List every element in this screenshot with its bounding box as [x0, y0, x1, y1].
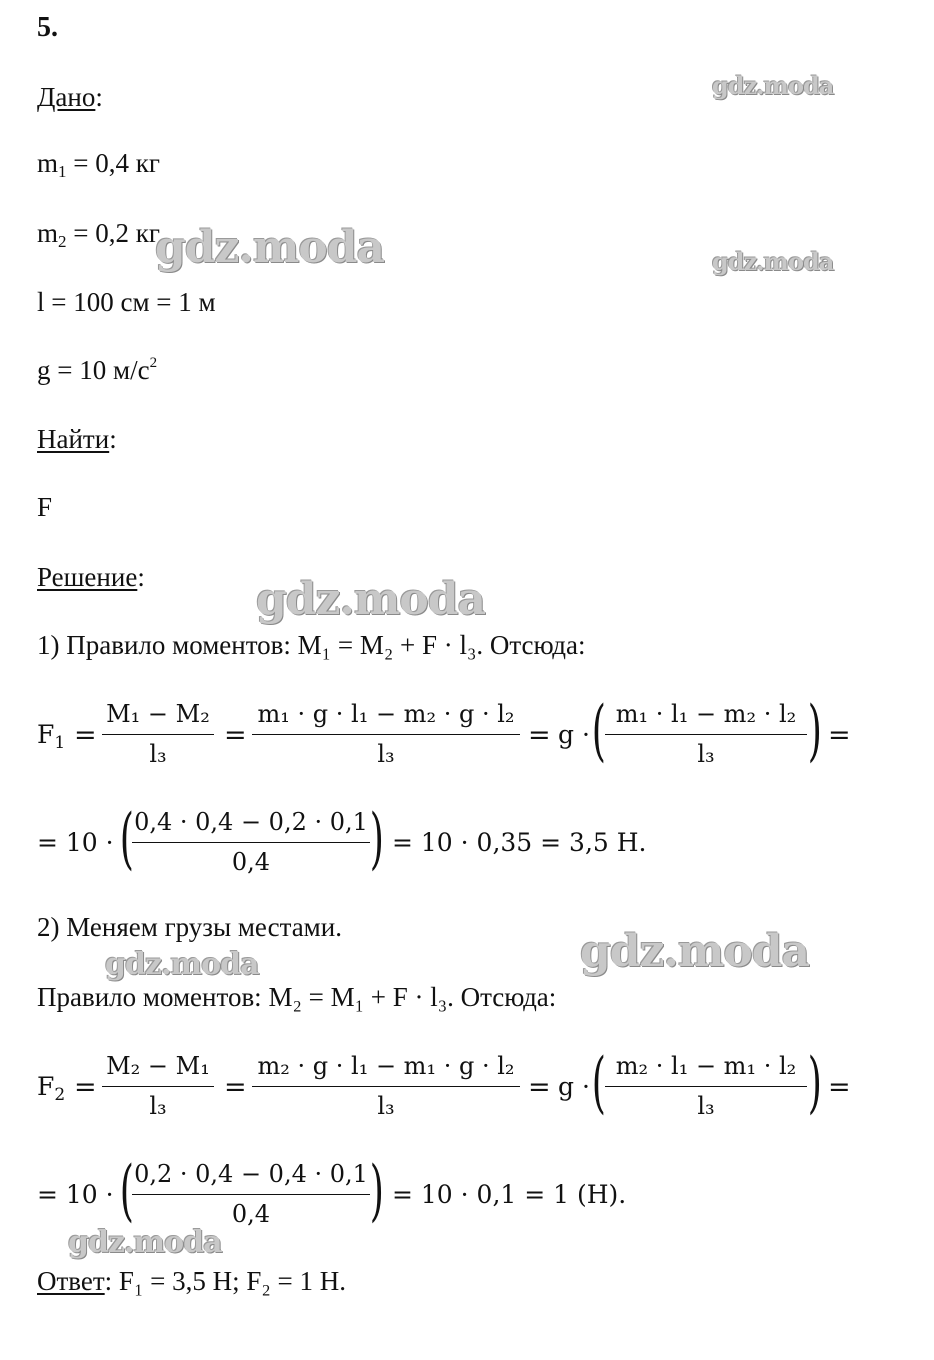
step2-calc-fraction: 0,2 · 0,4 − 0,4 · 0,1 0,4 — [132, 1160, 370, 1230]
left-paren: ( — [119, 800, 134, 877]
step1-lhs: $F_1$ — [37, 720, 66, 753]
step2-fraction-3: m₂ · l₁ − m₁ · l₂ l₃ — [605, 1052, 807, 1122]
watermark: gdz.moda — [155, 222, 385, 273]
step2-fraction-2: m₂ · g · l₁ − m₁ · g · l₂ l₃ — [252, 1052, 520, 1122]
find-heading: Найти: — [37, 424, 117, 454]
watermark: gdz.moda — [68, 1225, 222, 1260]
equals-sign: = — [528, 720, 551, 751]
equals-sign: = — [528, 1072, 551, 1103]
given-m1: $m_1 = 0,4$ кг — [37, 148, 160, 181]
step2-calc-result: = 10 · 0,1 = 1 (Н). — [392, 1180, 627, 1209]
step2-text: 2) Меняем грузы местами. — [37, 912, 342, 942]
right-paren: ) — [369, 1152, 384, 1229]
left-paren: ( — [591, 692, 606, 769]
left-paren: ( — [591, 1044, 606, 1121]
right-paren: ) — [807, 1044, 822, 1121]
given-g: g = 10 $м/с^2$ — [37, 355, 158, 385]
watermark: gdz.moda — [256, 574, 486, 625]
step1-calc-prefix: = 10 · — [37, 828, 114, 857]
find-value: F — [37, 492, 53, 522]
left-paren: ( — [119, 1152, 134, 1229]
step2-calc-prefix: = 10 · — [37, 1180, 114, 1209]
right-paren: ) — [369, 800, 384, 877]
step1-fraction-1: M₁ − M₂ l₃ — [102, 700, 214, 770]
answer: Ответ: F₁ = 3,5 Н; F₂ = 1 Н. — [37, 1266, 346, 1296]
problem-number: 5. — [37, 12, 58, 43]
step2-lhs: $F_2$ — [37, 1072, 66, 1105]
step1-calc-result: = 10 · 0,35 = 3,5 Н. — [392, 828, 647, 857]
step1-text: 1) Правило моментов: M₁ = M₂ + F · l₃. Отсюда: — [37, 630, 586, 660]
given-l: l = 100 см = 1 м — [37, 287, 216, 317]
step1-fraction-2: m₁ · g · l₁ − m₂ · g · l₂ l₃ — [252, 700, 520, 770]
watermark: gdz.moda — [712, 71, 834, 100]
right-paren: ) — [807, 692, 822, 769]
watermark: gdz.moda — [712, 247, 834, 276]
step2-fraction-1: M₂ − M₁ l₃ — [102, 1052, 214, 1122]
equals-sign: = — [224, 720, 247, 751]
step1-calc-fraction: 0,4 · 0,4 − 0,2 · 0,1 0,4 — [132, 808, 370, 878]
equals-sign: = — [74, 720, 97, 751]
equals-sign: = — [74, 1072, 97, 1103]
given-m2: $m_2 = 0,2$ кг — [37, 218, 160, 251]
step2-g-prefix: g · — [558, 1072, 590, 1101]
solution-heading: Решение: — [37, 562, 145, 592]
step1-fraction-3: m₁ · l₁ − m₂ · l₂ l₃ — [605, 700, 807, 770]
equals-sign: = — [224, 1072, 247, 1103]
equals-sign: = — [828, 1072, 851, 1103]
step2-rule: Правило моментов: M₂ = M₁ + F · l₃. Отсюда: — [37, 982, 557, 1012]
step1-g-prefix: g · — [558, 720, 590, 749]
watermark: gdz.moda — [105, 947, 259, 982]
equals-sign: = — [828, 720, 851, 751]
watermark: gdz.moda — [580, 926, 810, 977]
given-heading: Дано: — [37, 82, 103, 112]
